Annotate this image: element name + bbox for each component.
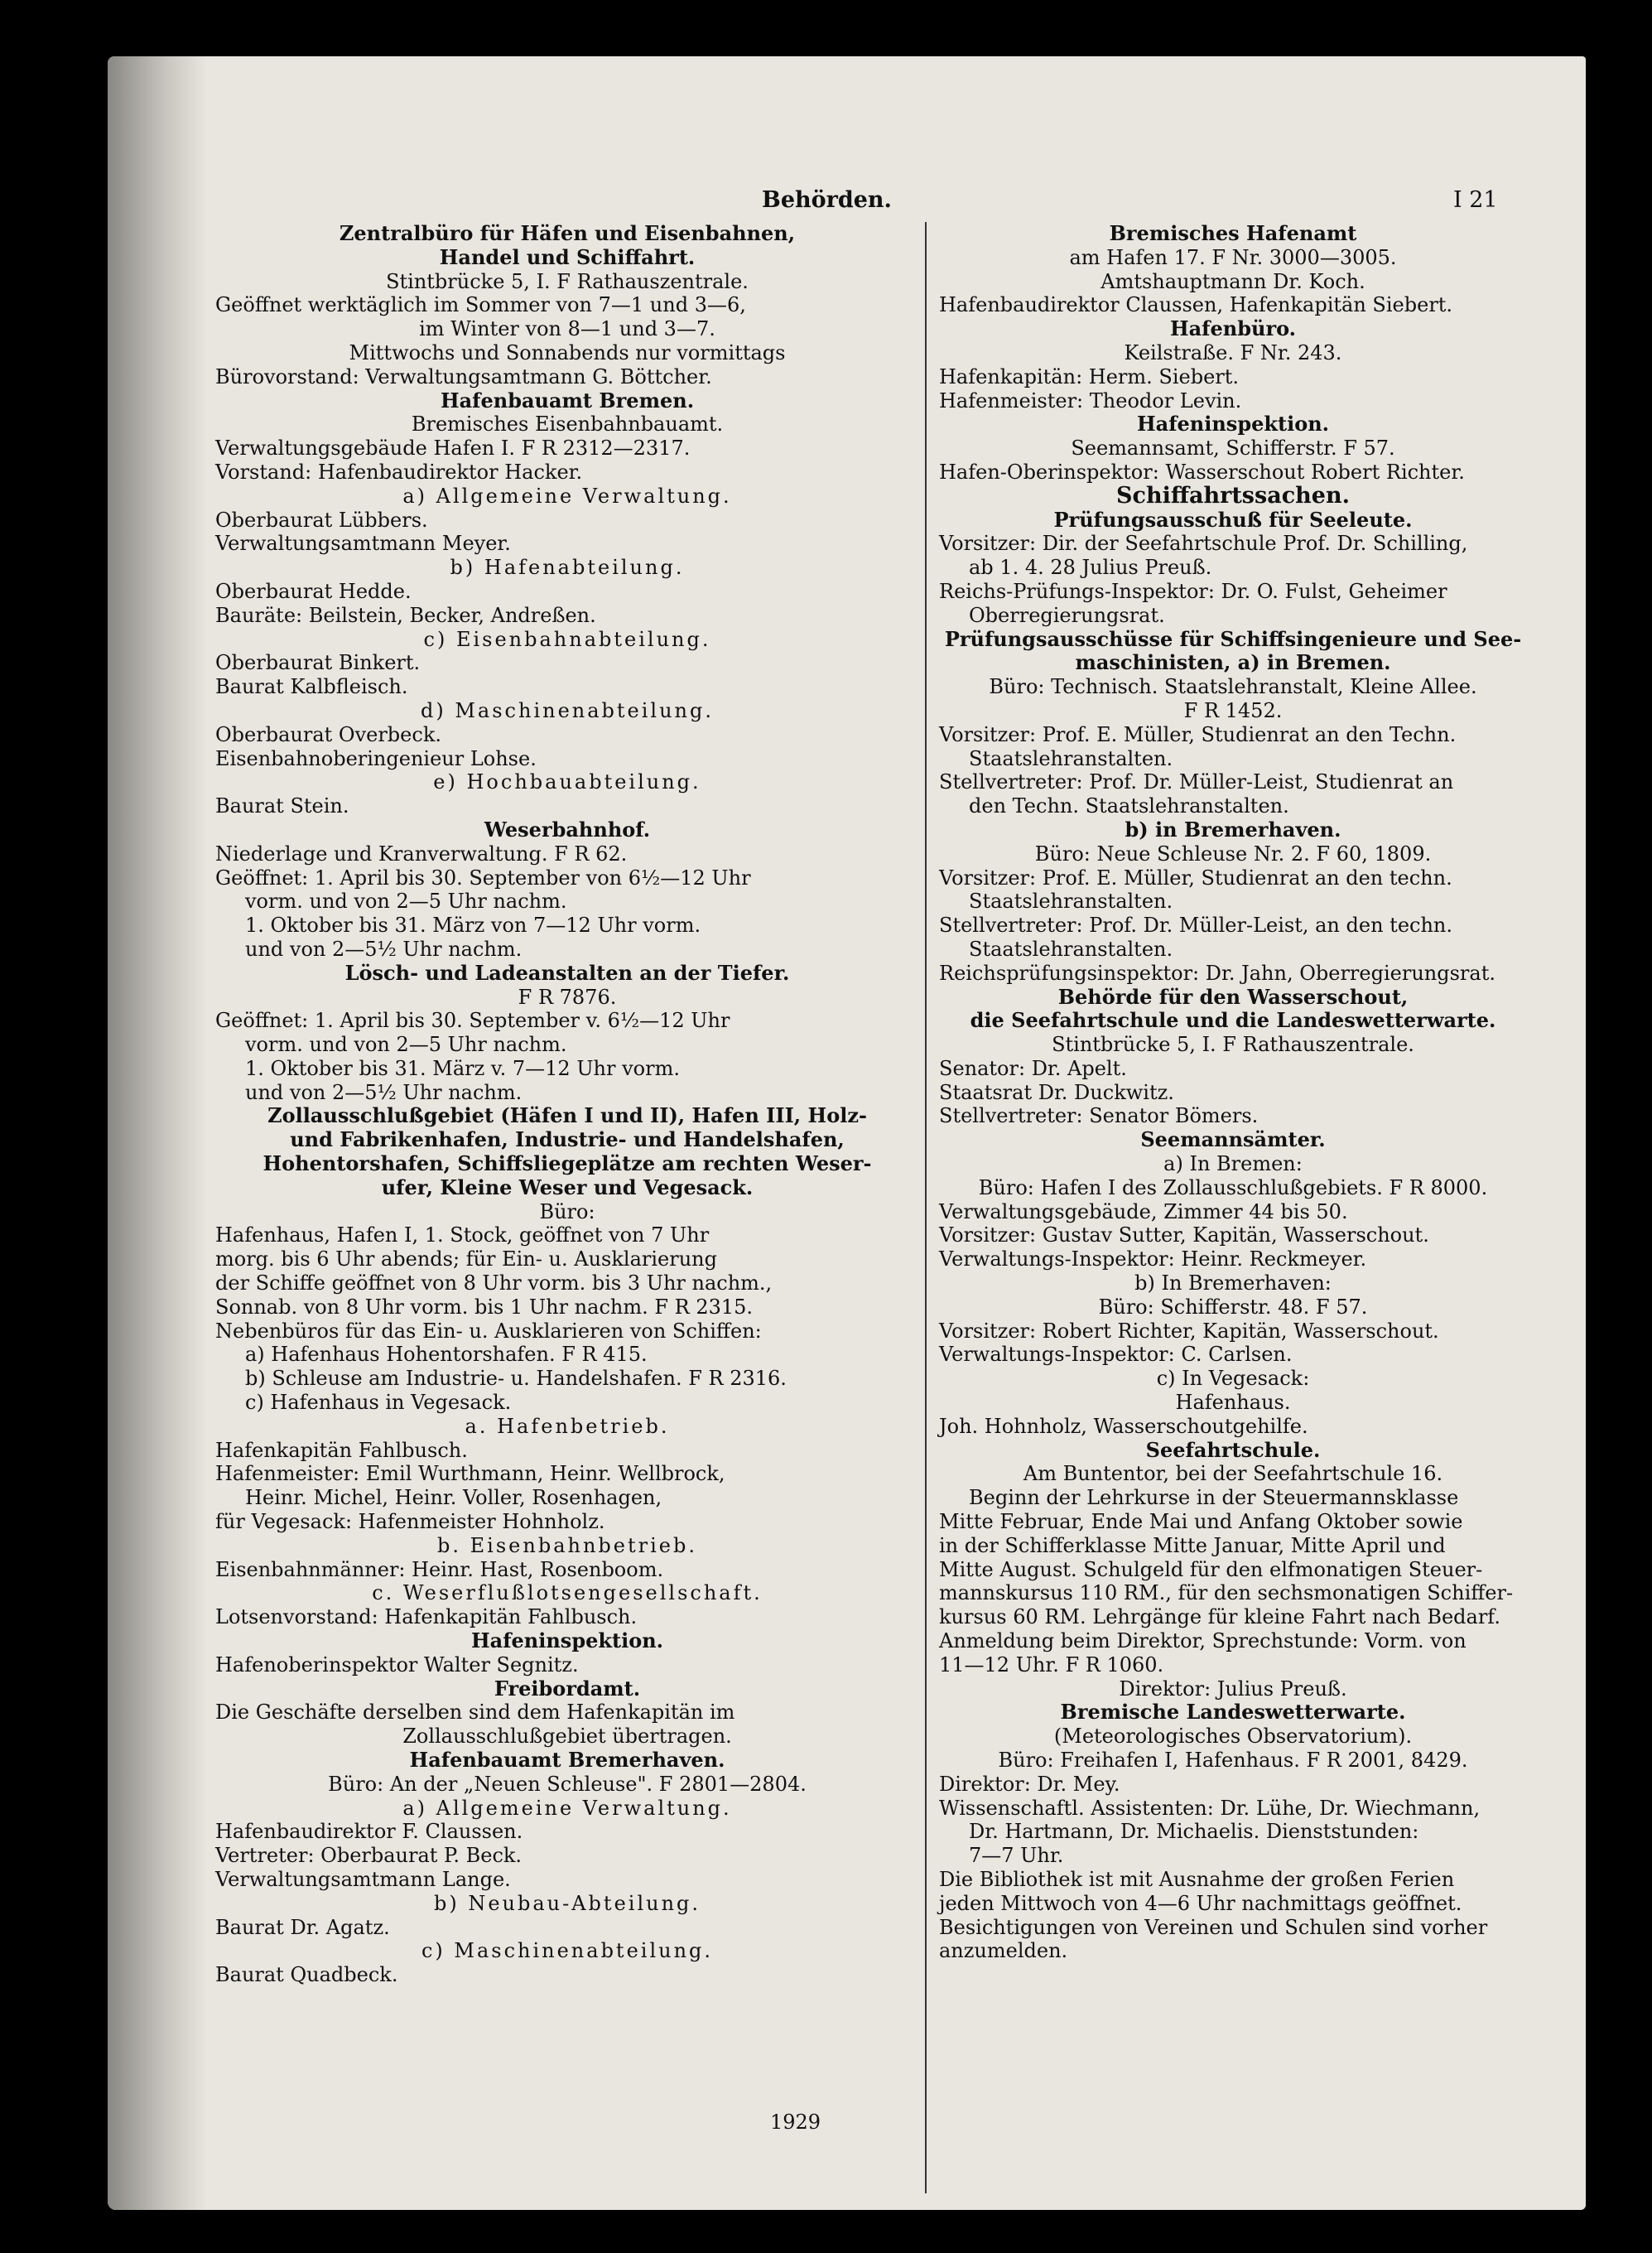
page-gutter-shadow (108, 56, 207, 2210)
text-line: Mittwochs und Sonnabends nur vormittags (349, 340, 786, 364)
text-line: Keilstraße. F Nr. 243. (1124, 340, 1342, 364)
text-line: Sonnab. von 8 Uhr vorm. bis 1 Uhr nachm. F R 2315. (215, 1295, 754, 1319)
section-heading: Bremisches Hafenamt (1109, 221, 1357, 245)
text-line: b) Hafenabteilung. (450, 556, 685, 580)
section-heading: Hafenbüro. (1169, 316, 1297, 341)
text-line: Direktor: Dr. Mey. (939, 1772, 1120, 1796)
text-line: Büro: An der „Neuen Schleuse". F 2801—2804. (328, 1772, 807, 1796)
text-line: ab 1. 4. 28 Julius Preuß. (969, 556, 1212, 580)
section-heading: Prüfungsausschüsse für Schiffsingenieure und See- (944, 626, 1522, 651)
text-line: Geöffnet werktäglich im Sommer von 7—1 und 3—6, (215, 293, 746, 317)
text-line: Eisenbahnoberingenieur Lohse. (215, 746, 537, 770)
text-line: Hafenkapitän: Herm. Siebert. (939, 364, 1240, 388)
section-heading: Hafeninspektion. (470, 1628, 664, 1653)
text-line: Oberbaurat Binkert. (215, 651, 421, 675)
text-line: jeden Mittwoch von 4—6 Uhr nachmittags geöffnet. (939, 1891, 1462, 1915)
text-line: a) Allgemeine Verwaltung. (402, 1796, 732, 1820)
section-heading: die Seefahrtschule und die Landeswetterwarte. (970, 1008, 1496, 1033)
text-line: Die Geschäfte derselben sind dem Hafenkapitän im (215, 1701, 735, 1725)
text-line: Reichs-Prüfungs-Inspektor: Dr. O. Fulst, Geheimer (939, 579, 1447, 603)
text-line: anzumelden. (939, 1939, 1068, 1963)
text-line: Verwaltungs-Inspektor: C. Carlsen. (939, 1343, 1293, 1367)
text-line: F R 1452. (1183, 698, 1283, 722)
left-column (215, 222, 919, 1987)
text-line: Wissenschaftl. Assistenten: Dr. Lühe, Dr. Wiechmann, (939, 1796, 1481, 1820)
text-line: 7—7 Uhr. (969, 1844, 1064, 1868)
text-line: d) Maschinenabteilung. (420, 698, 715, 722)
text-line: b) Neubau-Abteilung. (433, 1891, 701, 1915)
text-line: Bürovorstand: Verwaltungsamtmann G. Böttcher. (215, 364, 712, 388)
text-line: b) In Bremerhaven: (1134, 1271, 1332, 1295)
section-heading: Weserbahnhof. (484, 817, 651, 842)
section-heading: Bremische Landeswetterwarte. (1060, 1700, 1406, 1725)
text-line: Verwaltungsamtmann Meyer. (215, 532, 511, 556)
text-line: Vorsitzer: Dir. der Seefahrtschule Prof. Dr. Schilling, (939, 532, 1468, 556)
text-line: Büro: Schifferstr. 48. F 57. (1098, 1295, 1368, 1319)
text-line: morg. bis 6 Uhr abends; für Ein- u. Ausklarierung (215, 1247, 717, 1271)
section-heading: Seemannsämter. (1140, 1127, 1326, 1152)
text-line: Direktor: Julius Preuß. (1119, 1676, 1347, 1701)
section-heading: Behörde für den Wasserschout, (1057, 984, 1409, 1009)
section-heading: Freibordamt. (494, 1676, 641, 1701)
text-line: Baurat Dr. Agatz. (215, 1915, 390, 1939)
text-line: am Hafen 17. F Nr. 3000—3005. (1069, 245, 1397, 269)
text-line: Vorsitzer: Gustav Sutter, Kapitän, Wasserschout. (939, 1223, 1429, 1247)
text-line: Seemannsamt, Schifferstr. F 57. (1071, 437, 1395, 461)
text-line: Niederlage und Kranverwaltung. F R 62. (215, 842, 628, 866)
text-line: Hafenhaus. (1175, 1391, 1291, 1415)
section-heading: ufer, Kleine Weser und Vegesack. (381, 1175, 754, 1199)
text-line: e) Hochbauabteilung. (433, 770, 701, 794)
text-line: 1. Oktober bis 31. März v. 7—12 Uhr vorm. (245, 1056, 680, 1080)
text-line: Staatslehranstalten. (969, 937, 1173, 961)
text-line: Vorsitzer: Prof. E. Müller, Studienrat an den Techn. (939, 722, 1457, 746)
text-line: der Schiffe geöffnet von 8 Uhr vorm. bis 3 Uhr nachm., (215, 1271, 773, 1295)
column-divider (925, 222, 927, 2193)
text-line: Verwaltungsgebäude, Zimmer 44 bis 50. (939, 1199, 1348, 1223)
text-line: Mitte August. Schulgeld für den elfmonatigen Steuer- (939, 1557, 1483, 1581)
section-heading: b) in Bremerhaven. (1125, 817, 1341, 842)
text-line: Die Bibliothek ist mit Ausnahme der großen Ferien (939, 1867, 1455, 1891)
text-line: Am Buntentor, bei der Seefahrtschule 16. (1023, 1462, 1443, 1486)
text-line: (Meteorologisches Observatorium). (1053, 1725, 1413, 1749)
text-line: Hafenkapitän Fahlbusch. (215, 1438, 468, 1462)
text-line: Stellvertreter: Prof. Dr. Müller-Leist, an den techn. (939, 914, 1453, 938)
text-line: 11—12 Uhr. F R 1060. (939, 1652, 1164, 1676)
text-line: für Vegesack: Hafenmeister Hohnholz. (215, 1510, 605, 1534)
text-line: Stellvertreter: Prof. Dr. Müller-Leist, Studienrat an (939, 770, 1454, 794)
text-line: und von 2—5½ Uhr nachm. (245, 1080, 523, 1104)
text-line: Baurat Quadbeck. (215, 1963, 398, 1987)
text-line: Bremisches Eisenbahnbauamt. (411, 412, 724, 437)
text-line: 1. Oktober bis 31. März von 7—12 Uhr vorm. (245, 914, 701, 938)
text-line: Senator: Dr. Apelt. (939, 1056, 1127, 1080)
section-heading: Hafeninspektion. (1136, 412, 1330, 437)
text-line: Verwaltungsgebäude Hafen I. F R 2312—2317. (215, 437, 691, 461)
text-line: kursus 60 RM. Lehrgänge für kleine Fahrt nach Bedarf. (939, 1605, 1500, 1629)
text-line: Hafenhaus, Hafen I, 1. Stock, geöffnet von 7 Uhr (215, 1223, 710, 1247)
text-line: b. Eisenbahnbetrieb. (437, 1533, 697, 1557)
text-line: vorm. und von 2—5 Uhr nachm. (245, 890, 567, 914)
text-line: Vorsitzer: Robert Richter, Kapitän, Wasserschout. (939, 1319, 1439, 1343)
text-line: c) Hafenhaus in Vegesack. (245, 1391, 512, 1415)
text-line: Hafenbaudirektor F. Claussen. (215, 1820, 523, 1844)
text-line: im Winter von 8—1 und 3—7. (419, 317, 715, 341)
text-line: Dr. Hartmann, Dr. Michaelis. Dienststunden: (969, 1820, 1419, 1844)
text-line: Joh. Hohnholz, Wasserschoutgehilfe. (939, 1414, 1308, 1438)
text-line: a) In Bremen: (1163, 1152, 1303, 1176)
section-heading: Hohentorshafen, Schiffsliegeplätze am rechten Weser- (262, 1151, 872, 1176)
text-line: Büro: (539, 1199, 595, 1223)
page-number: I 21 (1453, 187, 1498, 213)
text-line: Besichtigungen von Vereinen und Schulen sind vorher (939, 1915, 1488, 1939)
text-line: Büro: Hafen I des Zollausschlußgebiets. F R 8000. (978, 1175, 1488, 1199)
book-page (108, 56, 1586, 2210)
text-line: Baurat Stein. (215, 794, 349, 818)
text-line: c. Weserflußlotsengesellschaft. (372, 1581, 763, 1605)
text-line: mannskursus 110 RM., für den sechsmonatigen Schiffer- (939, 1581, 1514, 1605)
text-line: Geöffnet: 1. April bis 30. September von 6½—12 Uhr (215, 866, 751, 890)
text-line: Oberbaurat Lübbers. (215, 508, 428, 532)
text-line: Beginn der Lehrkurse in der Steuermannsklasse (969, 1486, 1459, 1510)
text-line: Amtshauptmann Dr. Koch. (1101, 269, 1365, 293)
text-line: Büro: Neue Schleuse Nr. 2. F 60, 1809. (1034, 842, 1432, 866)
text-line: Hafenmeister: Emil Wurthmann, Heinr. Wellbrock, (215, 1462, 725, 1486)
section-heading: Hafenbauamt Bremerhaven. (409, 1748, 725, 1772)
text-line: Verwaltungs-Inspektor: Heinr. Reckmeyer. (939, 1247, 1367, 1271)
section-heading: Seefahrtschule. (1145, 1437, 1321, 1462)
text-line: Oberbaurat Hedde. (215, 579, 412, 603)
section-heading: und Fabrikenhafen, Industrie- und Handelshafen, (290, 1127, 845, 1152)
text-line: Eisenbahnmänner: Heinr. Hast, Rosenboom. (215, 1557, 664, 1581)
text-line: in der Schifferklasse Mitte Januar, Mitte April und (939, 1533, 1446, 1557)
text-line: c) Eisenbahnabteilung. (423, 627, 711, 651)
text-line: Hafenbaudirektor Claussen, Hafenkapitän Siebert. (939, 293, 1453, 317)
text-line: a) Allgemeine Verwaltung. (402, 484, 732, 508)
text-line: b) Schleuse am Industrie- u. Handelshafen. F R 2316. (245, 1367, 787, 1391)
footer-year: 1929 (770, 2111, 821, 2134)
text-line: Büro: Technisch. Staatslehranstalt, Kleine Allee. (989, 675, 1477, 699)
section-heading: Lösch- und Ladeanstalten an der Tiefer. (344, 960, 790, 985)
text-line: Staatslehranstalten. (969, 890, 1173, 914)
text-line: Stintbrücke 5, I. F Rathauszentrale. (1052, 1033, 1414, 1057)
text-line: Lotsenvorstand: Hafenkapitän Fahlbusch. (215, 1605, 638, 1629)
text-line: Vertreter: Oberbaurat P. Beck. (215, 1844, 523, 1868)
section-heading: Handel und Schiffahrt. (439, 244, 696, 269)
text-line: Vorsitzer: Prof. E. Müller, Studienrat an den techn. (939, 866, 1452, 890)
text-line: a. Hafenbetrieb. (465, 1414, 670, 1438)
text-line: Büro: Freihafen I, Hafenhaus. F R 2001, 8429. (998, 1749, 1468, 1772)
text-line: Hafenmeister: Theodor Levin. (939, 388, 1242, 412)
text-line: c) Maschinenabteilung. (421, 1939, 714, 1963)
text-line: Zollausschlußgebiet übertragen. (402, 1725, 732, 1749)
text-line: Reichsprüfungsinspektor: Dr. Jahn, Oberregierungsrat. (939, 961, 1495, 985)
text-line: a) Hafenhaus Hohentorshafen. F R 415. (245, 1343, 648, 1367)
section-heading: Schiffahrtssachen. (1116, 482, 1350, 509)
text-line: und von 2—5½ Uhr nachm. (245, 937, 523, 961)
section-heading: maschinisten, a) in Bremen. (1075, 650, 1391, 675)
right-column (939, 222, 1527, 1963)
text-line: Hafenoberinspektor Walter Segnitz. (215, 1652, 579, 1676)
text-line: Heinr. Michel, Heinr. Voller, Rosenhagen, (245, 1486, 662, 1510)
text-line: Anmeldung beim Direktor, Sprechstunde: Vorm. von (939, 1629, 1467, 1653)
section-heading: Zollausschlußgebiet (Häfen I und II), Hafen III, Holz- (267, 1103, 867, 1128)
text-line: Staatslehranstalten. (969, 746, 1173, 770)
text-line: Bauräte: Beilstein, Becker, Andreßen. (215, 603, 596, 627)
section-heading: Prüfungsausschuß für Seeleute. (1053, 507, 1413, 532)
text-line: den Techn. Staatslehranstalten. (969, 794, 1289, 818)
text-line: c) In Vegesack: (1156, 1367, 1310, 1391)
text-line: vorm. und von 2—5 Uhr nachm. (245, 1033, 567, 1057)
text-line: Stellvertreter: Senator Bömers. (939, 1104, 1259, 1128)
section-heading: Hafenbauamt Bremen. (440, 388, 695, 412)
text-line: F R 7876. (518, 985, 617, 1009)
text-line: Baurat Kalbfleisch. (215, 675, 408, 699)
text-line: Oberregierungsrat. (969, 603, 1165, 627)
text-line: Geöffnet: 1. April bis 30. September v. 6½—12 Uhr (215, 1009, 730, 1033)
text-line: Nebenbüros für das Ein- u. Ausklarieren von Schiffen: (215, 1319, 762, 1343)
text-line: Vorstand: Hafenbaudirektor Hacker. (215, 460, 583, 484)
text-line: Staatsrat Dr. Duckwitz. (939, 1080, 1174, 1104)
running-header: Behörden. (762, 187, 892, 213)
text-line: Stintbrücke 5, I. F Rathauszentrale. (386, 269, 749, 293)
text-line: Verwaltungsamtmann Lange. (215, 1867, 511, 1891)
section-heading: Zentralbüro für Häfen und Eisenbahnen, (339, 221, 796, 245)
text-line: Hafen-Oberinspektor: Wasserschout Robert Richter. (939, 460, 1465, 484)
text-line: Oberbaurat Overbeck. (215, 722, 441, 746)
text-line: Mitte Februar, Ende Mai und Anfang Oktober sowie (939, 1510, 1463, 1534)
